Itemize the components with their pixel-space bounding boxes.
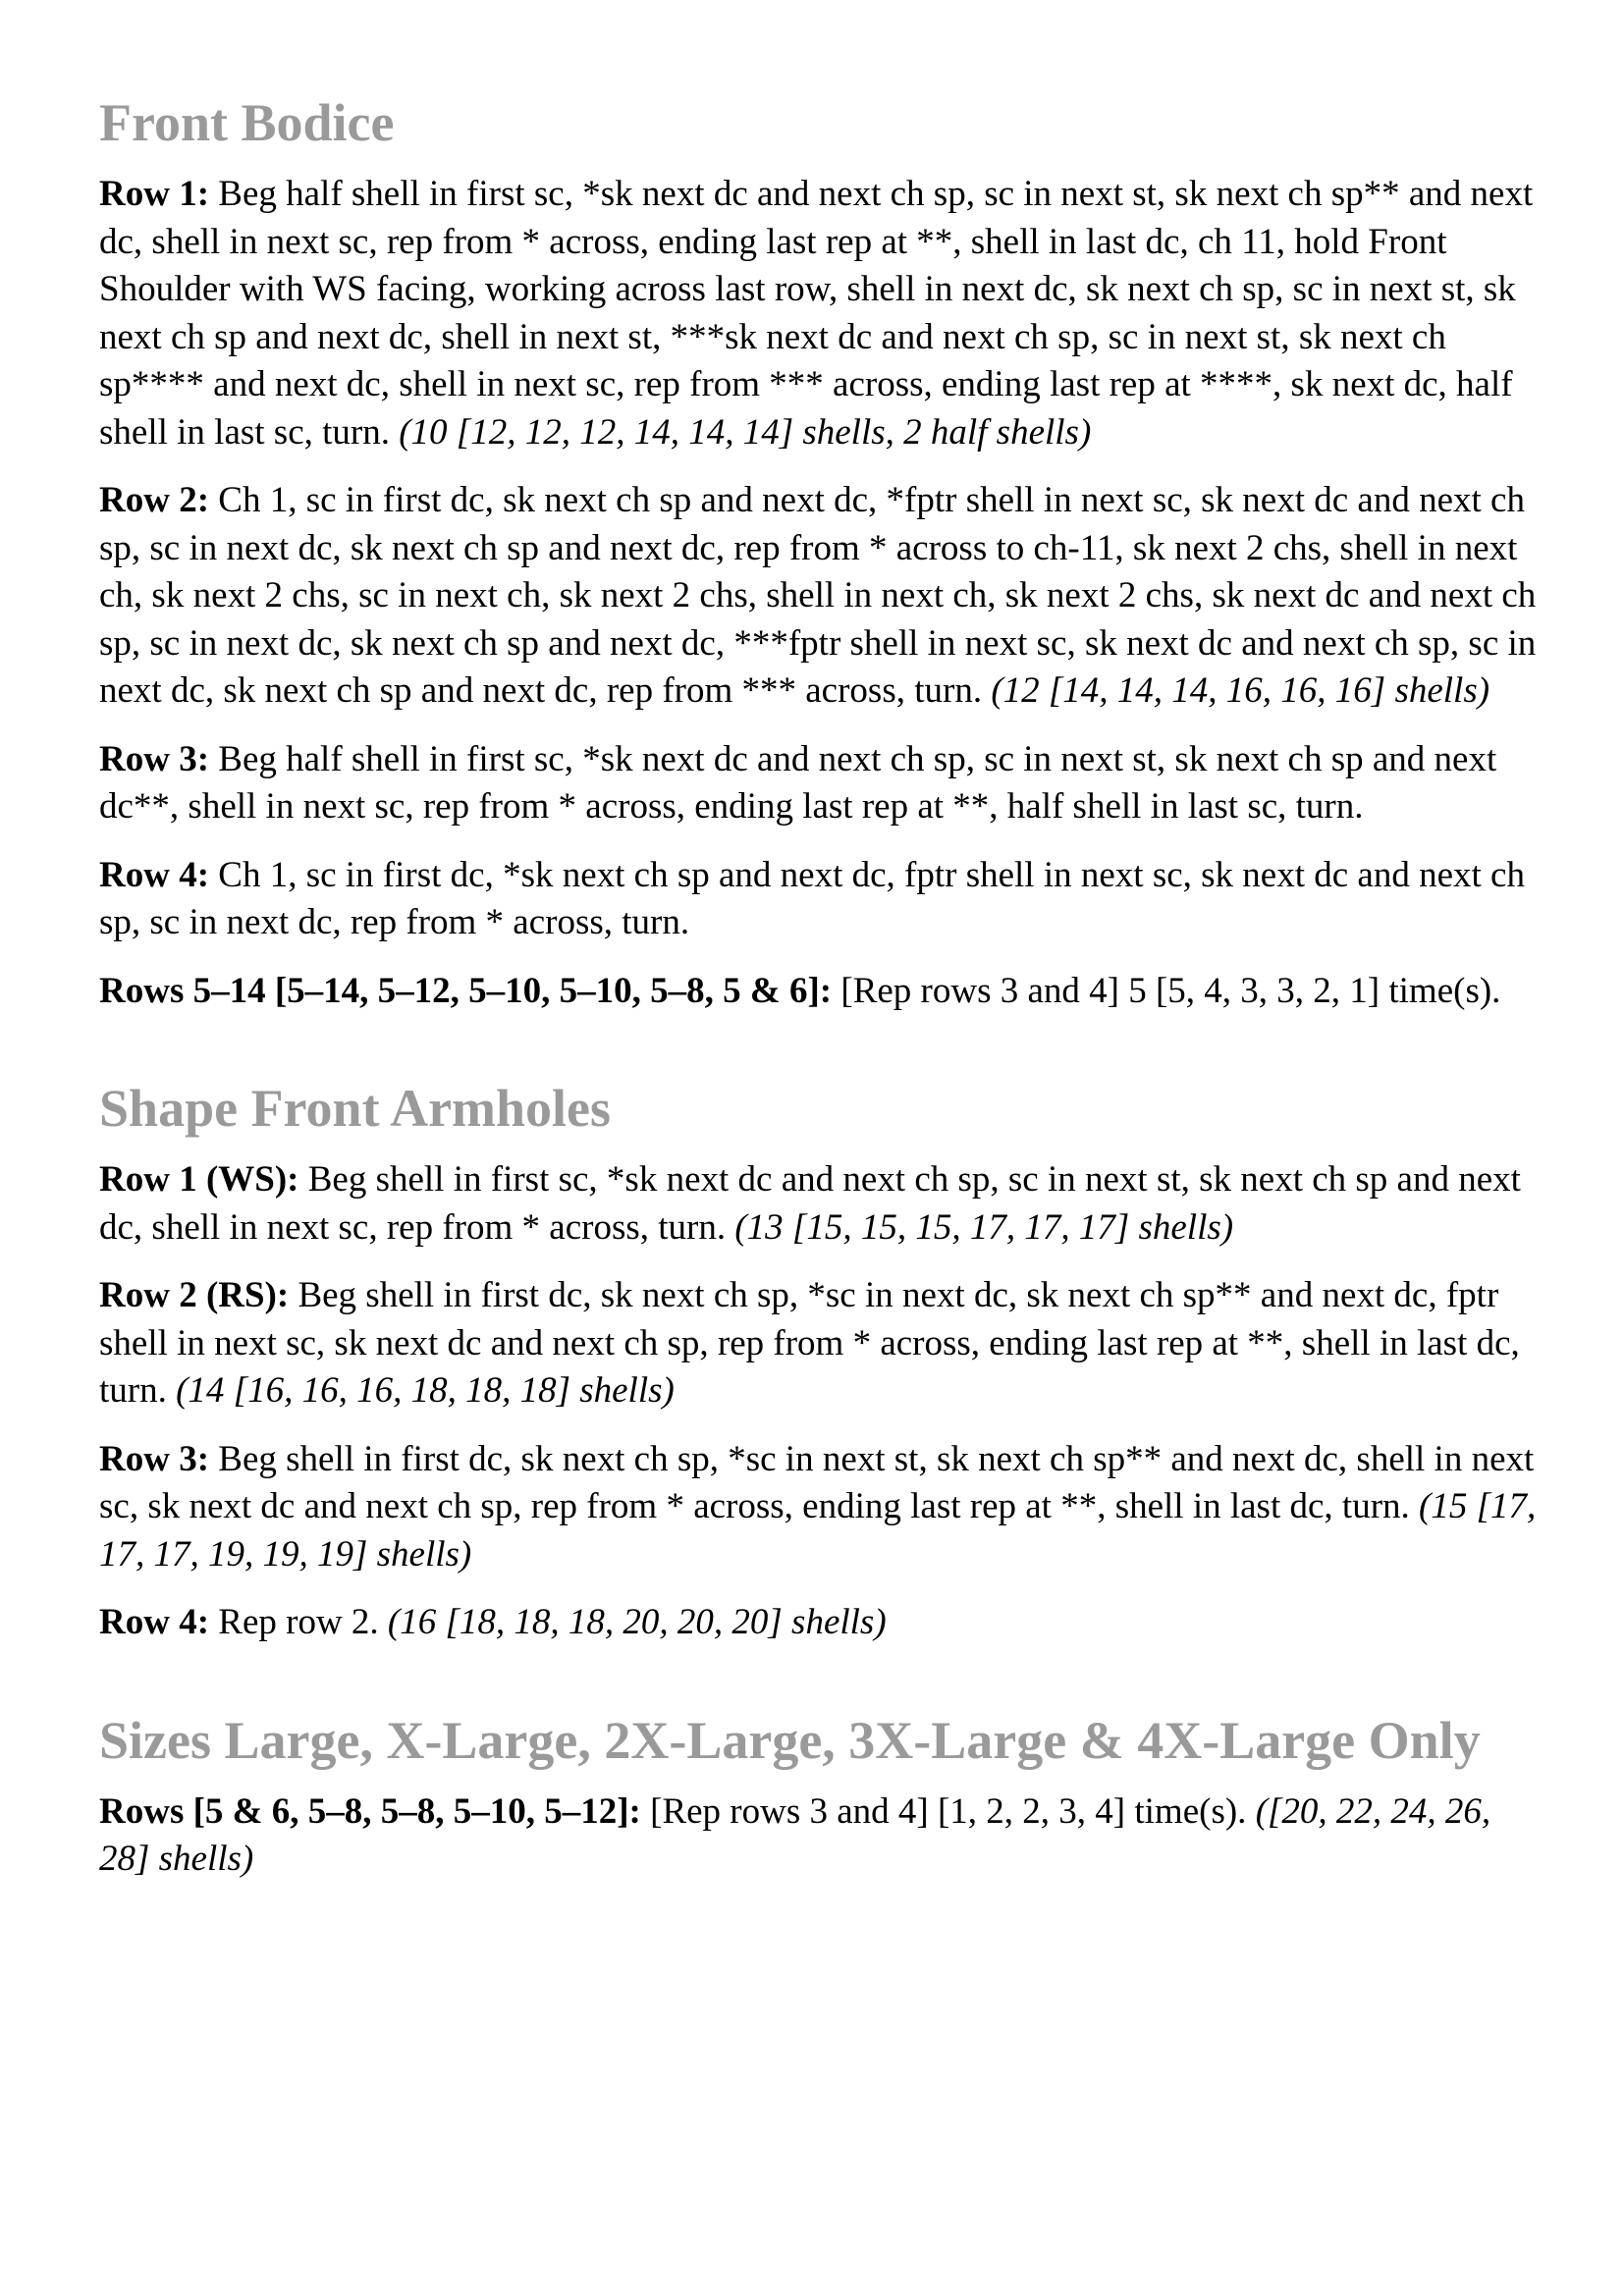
pattern-rows-5-14 <box>99 968 1547 1016</box>
armhole-row-2 <box>99 1272 1547 1415</box>
pattern-row-1 <box>99 171 1547 456</box>
row-instructions: Beg half shell in first sc, *sk next dc and next ch sp, sc in next st, sk next ch sp** and next dc, shell in next sc, rep from * across, ending last rep at **, shell in last dc, ch 11, hold Front Shoulder with WS facing, working across last row, shell in next dc, sk next ch sp, sc in next st, sk next ch sp and next dc, shell in next st, ***sk next dc and next ch sp, sc in next st, sk next ch sp**** and next dc, shell in next sc, rep from *** across, ending last rep at ****, sk next dc, half shell in last sc, turn. <box>99 174 1534 453</box>
pattern-row-2 <box>99 477 1547 716</box>
row-instructions: Beg shell in first sc, *sk next dc and next ch sp, sc in next st, sk next ch sp and next dc, shell in next sc, rep from * across, turn. <box>99 1159 1521 1248</box>
row-label: Row 3: <box>99 1438 210 1479</box>
row-label: Row 2 (RS): <box>99 1275 290 1315</box>
row-instructions: Rep row 2. <box>209 1602 388 1642</box>
armhole-row-3 <box>99 1436 1547 1579</box>
stitch-count-note: (13 [15, 15, 15, 17, 17, 17] shells) <box>734 1206 1234 1248</box>
pattern-row-4 <box>99 852 1547 947</box>
armhole-row-1 <box>99 1156 1547 1252</box>
sizes-large-rows <box>99 1789 1547 1884</box>
armhole-row-4 <box>99 1599 1547 1647</box>
row-label: Rows 5–14 [5–14, 5–12, 5–10, 5–10, 5–8, 5 & 6]: <box>99 970 833 1011</box>
section-heading-sizes-large-only: Sizes Large, X-Large, 2X-Large, 3X-Large & 4X-Large Only <box>99 1710 1481 1770</box>
document-page <box>99 90 1547 1904</box>
section-heading-front-bodice: Front Bodice <box>99 93 395 152</box>
row-instructions: Ch 1, sc in first dc, sk next ch sp and next dc, *fptr shell in next sc, sk next dc and next ch sp, sc in next dc, sk next ch sp and next dc, rep from * across to ch-11, sk next 2 chs, shell in next ch, sk next 2 chs, sc in next ch, sk next 2 chs, shell in next ch, sk next 2 chs, sk next dc and next ch sp, sc in next dc, sk next ch sp and next dc, ***fptr shell in next sc, sk next dc and next ch sp, sc in next dc, sk next ch sp and next dc, rep from *** across, turn. <box>99 480 1537 711</box>
stitch-count-note: (14 [16, 16, 16, 18, 18, 18] shells) <box>176 1370 675 1411</box>
row-instructions: Beg shell in first dc, sk next ch sp, *sc in next st, sk next ch sp** and next dc, shell in next sc, sk next dc and next ch sp, rep from * across, ending last rep at **, shell in last dc, turn. <box>99 1438 1535 1526</box>
row-label: Row 1: <box>99 174 210 214</box>
stitch-count-note: ([20, 22, 24, 26, 28] shells) <box>99 1790 1491 1879</box>
row-label: Row 4: <box>99 854 210 895</box>
row-label: Row 1 (WS): <box>99 1159 299 1200</box>
stitch-count-note: (16 [18, 18, 18, 20, 20, 20] shells) <box>387 1602 887 1642</box>
stitch-count-note: (10 [12, 12, 12, 14, 14, 14] shells, 2 half shells) <box>399 411 1092 453</box>
row-label: Rows [5 & 6, 5–8, 5–8, 5–10, 5–12]: <box>99 1790 641 1832</box>
stitch-count-note: (12 [14, 14, 14, 16, 16, 16] shells) <box>991 670 1490 711</box>
row-label: Row 4: <box>99 1602 210 1642</box>
row-label: Row 3: <box>99 738 210 779</box>
row-instructions: Beg half shell in first sc, *sk next dc and next ch sp, sc in next st, sk next ch sp and next dc**, shell in next sc, rep from * across, ending last rep at **, half shell in last sc, turn. <box>99 738 1497 827</box>
row-instructions: Beg shell in first dc, sk next ch sp, *sc in next dc, sk next ch sp** and next dc, fptr shell in next sc, sk next dc and next ch sp, rep from * across, ending last rep at **, shell in last dc, turn. <box>99 1275 1520 1411</box>
section-heading-shape-front-armholes: Shape Front Armholes <box>99 1079 612 1138</box>
row-instructions: Ch 1, sc in first dc, *sk next ch sp and next dc, fptr shell in next sc, sk next dc and next ch sp, sc in next dc, rep from * across, turn. <box>99 854 1525 942</box>
pattern-row-3 <box>99 736 1547 831</box>
row-instructions: [Rep rows 3 and 4] 5 [5, 4, 3, 3, 2, 1] time(s). <box>832 970 1501 1011</box>
row-instructions: [Rep rows 3 and 4] [1, 2, 2, 3, 4] time(s). <box>640 1790 1256 1832</box>
row-label: Row 2: <box>99 480 210 520</box>
stitch-count-note: (15 [17, 17, 17, 19, 19, 19] shells) <box>99 1486 1537 1575</box>
